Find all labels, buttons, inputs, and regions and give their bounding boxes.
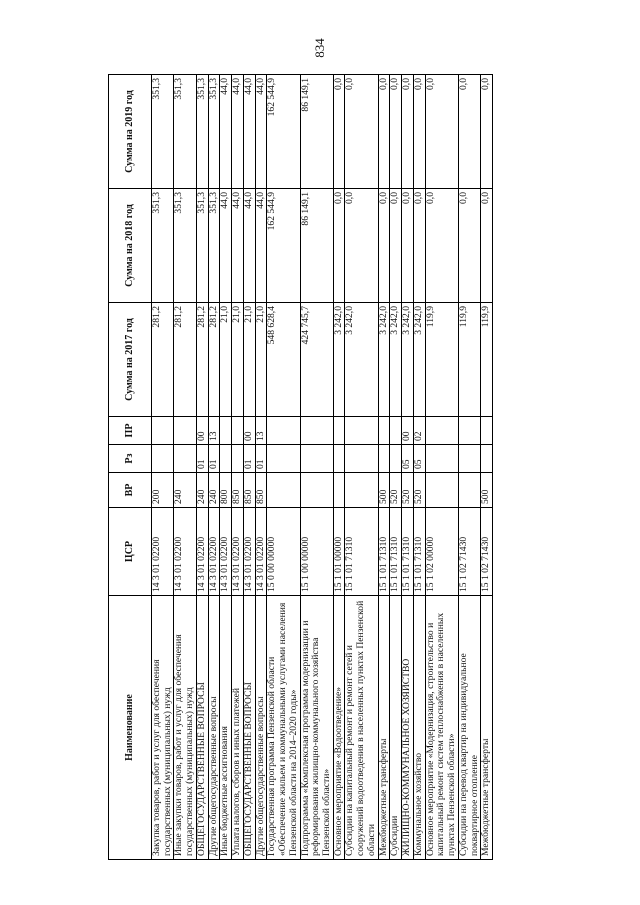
- cell-vr: [300, 473, 333, 508]
- cell-vr: 200: [152, 473, 174, 508]
- cell-vr: 500: [481, 473, 493, 508]
- cell-csr: 15 1 02 71430: [458, 508, 480, 596]
- cell-sum-2019: 0,0: [413, 75, 425, 189]
- cell-sum-2017: 281,2: [174, 303, 196, 417]
- table-row: [378, 75, 390, 860]
- cell-sum-2018: 44,0: [243, 189, 255, 303]
- cell-sum-2017: 281,2: [152, 303, 174, 417]
- cell-rz: [174, 445, 196, 473]
- cell-name: Государственная программа Пензенской области «Обеспечение жильем и коммунальными услугами населения Пензенской области на 2014–2020 годы»: [267, 596, 300, 860]
- cell-pr: 13: [255, 417, 267, 445]
- cell-rz: 01: [208, 445, 220, 473]
- cell-sum-2019: 351,3: [208, 75, 220, 189]
- cell-sum-2017: 548 628,4: [267, 303, 300, 417]
- cell-rz: [481, 445, 493, 473]
- cell-sum-2017: 21,0: [220, 303, 232, 417]
- cell-rz: [458, 445, 480, 473]
- cell-rz: 05: [402, 445, 414, 473]
- table-header-row: [109, 75, 152, 860]
- cell-csr: 15 1 00 00000: [300, 508, 333, 596]
- cell-vr: 850: [243, 473, 255, 508]
- header-name: Наименование: [109, 596, 152, 860]
- table-row: [333, 75, 345, 860]
- cell-sum-2018: 351,3: [174, 189, 196, 303]
- cell-name: Основное мероприятие «Модернизация, строительство и капитальный ремонт систем теплоснабжения в населенных пунктах Пензенской области»: [425, 596, 458, 860]
- cell-sum-2017: 21,0: [243, 303, 255, 417]
- cell-vr: 240: [174, 473, 196, 508]
- cell-csr: 14 3 01 02200: [243, 508, 255, 596]
- cell-sum-2017: 119,9: [458, 303, 480, 417]
- cell-name: Субсидии: [390, 596, 402, 860]
- cell-sum-2019: 162 544,9: [267, 75, 300, 189]
- cell-sum-2018: 0,0: [413, 189, 425, 303]
- cell-sum-2018: 351,3: [152, 189, 174, 303]
- cell-rz: [333, 445, 345, 473]
- cell-name: Коммунальное хозяйство: [413, 596, 425, 860]
- cell-pr: [378, 417, 390, 445]
- cell-vr: [345, 473, 378, 508]
- cell-csr: 14 3 01 02200: [232, 508, 244, 596]
- cell-csr: 15 1 01 71310: [378, 508, 390, 596]
- cell-sum-2019: 351,3: [152, 75, 174, 189]
- cell-sum-2019: 86 149,1: [300, 75, 333, 189]
- cell-csr: 15 1 01 71310: [402, 508, 414, 596]
- cell-sum-2018: 351,3: [208, 189, 220, 303]
- cell-vr: 800: [220, 473, 232, 508]
- table-row: [402, 75, 414, 860]
- cell-sum-2018: 44,0: [232, 189, 244, 303]
- table-row: [243, 75, 255, 860]
- cell-sum-2019: 0,0: [345, 75, 378, 189]
- cell-vr: [267, 473, 300, 508]
- cell-rz: [345, 445, 378, 473]
- cell-sum-2017: 119,9: [481, 303, 493, 417]
- cell-pr: 00: [196, 417, 208, 445]
- cell-sum-2017: 3 242,0: [390, 303, 402, 417]
- cell-sum-2019: 0,0: [425, 75, 458, 189]
- cell-rz: [232, 445, 244, 473]
- cell-pr: [425, 417, 458, 445]
- header-rz: Рз: [109, 445, 152, 473]
- cell-vr: 850: [255, 473, 267, 508]
- cell-name: ОБЩЕГОСУДАРСТВЕННЫЕ ВОПРОСЫ: [243, 596, 255, 860]
- cell-pr: 02: [413, 417, 425, 445]
- cell-csr: 14 3 01 02200: [208, 508, 220, 596]
- table-row: [481, 75, 493, 860]
- table-row: [425, 75, 458, 860]
- cell-name: Субсидии на капитальный ремонт и ремонт сетей и сооружений водоотведения в населенных пунктах Пензенской области: [345, 596, 378, 860]
- cell-rz: [267, 445, 300, 473]
- cell-name: Другие общегосударственные вопросы: [255, 596, 267, 860]
- table-row: [413, 75, 425, 860]
- cell-name: Подпрограмма «Комплексная программа модернизации и реформирования жилищно-коммунального хозяйства Пензенской области»: [300, 596, 333, 860]
- cell-sum-2018: 0,0: [458, 189, 480, 303]
- cell-sum-2017: 3 242,0: [333, 303, 345, 417]
- cell-name: Уплата налогов, сборов и иных платежей: [232, 596, 244, 860]
- table-row: [174, 75, 196, 860]
- cell-pr: [220, 417, 232, 445]
- cell-sum-2019: 0,0: [481, 75, 493, 189]
- table-row: [300, 75, 333, 860]
- table-row: [220, 75, 232, 860]
- cell-sum-2017: 424 745,7: [300, 303, 333, 417]
- cell-csr: 15 1 01 00000: [333, 508, 345, 596]
- cell-sum-2017: 21,0: [232, 303, 244, 417]
- cell-rz: [425, 445, 458, 473]
- cell-pr: [152, 417, 174, 445]
- table-row: [232, 75, 244, 860]
- cell-rz: [152, 445, 174, 473]
- cell-sum-2017: 3 242,0: [402, 303, 414, 417]
- cell-vr: 240: [196, 473, 208, 508]
- cell-pr: [267, 417, 300, 445]
- cell-name: Иные бюджетные ассигнования: [220, 596, 232, 860]
- cell-name: Межбюджетные трансферты: [378, 596, 390, 860]
- table-row: [267, 75, 300, 860]
- cell-sum-2018: 0,0: [333, 189, 345, 303]
- cell-sum-2019: 44,0: [243, 75, 255, 189]
- cell-name: Закупка товаров, работ и услуг для обеспечения государственных (муниципальных) нужд: [152, 596, 174, 860]
- header-sum-2017: Сумма на 2017 год: [109, 303, 152, 417]
- table-row: [390, 75, 402, 860]
- cell-csr: 15 1 01 71310: [345, 508, 378, 596]
- header-sum-2018: Сумма на 2018 год: [109, 189, 152, 303]
- cell-pr: [481, 417, 493, 445]
- table-body: [152, 75, 493, 860]
- cell-vr: 520: [390, 473, 402, 508]
- cell-sum-2017: 281,2: [196, 303, 208, 417]
- cell-vr: [425, 473, 458, 508]
- cell-sum-2017: 281,2: [208, 303, 220, 417]
- cell-rz: 01: [255, 445, 267, 473]
- cell-vr: [333, 473, 345, 508]
- table-row: [152, 75, 174, 860]
- cell-sum-2018: 351,3: [196, 189, 208, 303]
- page-number: 834: [312, 38, 327, 58]
- cell-pr: [390, 417, 402, 445]
- cell-name: Субсидии на перевод квартир на индивидуальное поквартирное отопление: [458, 596, 480, 860]
- cell-name: Иные закупки товаров, работ и услуг для обеспечения государственных (муниципальных) нужд: [174, 596, 196, 860]
- cell-sum-2017: 3 242,0: [378, 303, 390, 417]
- cell-name: Основное мероприятие «Водоотведение»: [333, 596, 345, 860]
- cell-sum-2019: 351,3: [196, 75, 208, 189]
- cell-csr: 14 3 01 02200: [196, 508, 208, 596]
- cell-csr: 15 1 02 00000: [425, 508, 458, 596]
- cell-name: Межбюджетные трансферты: [481, 596, 493, 860]
- cell-sum-2019: 0,0: [333, 75, 345, 189]
- cell-vr: 520: [402, 473, 414, 508]
- cell-pr: [300, 417, 333, 445]
- cell-pr: [333, 417, 345, 445]
- rotated-page-content: [108, 75, 536, 860]
- cell-sum-2018: 44,0: [220, 189, 232, 303]
- cell-sum-2019: 0,0: [458, 75, 480, 189]
- cell-rz: 05: [413, 445, 425, 473]
- cell-sum-2018: 44,0: [255, 189, 267, 303]
- cell-csr: 15 1 01 71310: [413, 508, 425, 596]
- header-csr: ЦСР: [109, 508, 152, 596]
- cell-sum-2019: 44,0: [220, 75, 232, 189]
- cell-csr: 15 1 02 71430: [481, 508, 493, 596]
- table-row: [196, 75, 208, 860]
- cell-rz: [378, 445, 390, 473]
- cell-sum-2018: 86 149,1: [300, 189, 333, 303]
- cell-pr: 13: [208, 417, 220, 445]
- cell-sum-2019: 0,0: [378, 75, 390, 189]
- cell-csr: 14 3 01 02200: [174, 508, 196, 596]
- cell-name: ОБЩЕГОСУДАРСТВЕННЫЕ ВОПРОСЫ: [196, 596, 208, 860]
- cell-sum-2018: 0,0: [345, 189, 378, 303]
- cell-sum-2017: 3 242,0: [345, 303, 378, 417]
- cell-sum-2019: 44,0: [255, 75, 267, 189]
- cell-sum-2019: 44,0: [232, 75, 244, 189]
- cell-sum-2018: 0,0: [402, 189, 414, 303]
- cell-rz: [390, 445, 402, 473]
- table-row: [345, 75, 378, 860]
- cell-pr: 00: [402, 417, 414, 445]
- cell-rz: 01: [196, 445, 208, 473]
- cell-pr: [174, 417, 196, 445]
- cell-csr: 15 1 01 71310: [390, 508, 402, 596]
- cell-vr: [458, 473, 480, 508]
- table-row: [255, 75, 267, 860]
- cell-sum-2017: 119,9: [425, 303, 458, 417]
- cell-vr: 850: [232, 473, 244, 508]
- cell-pr: [232, 417, 244, 445]
- cell-pr: 00: [243, 417, 255, 445]
- cell-sum-2017: 3 242,0: [413, 303, 425, 417]
- cell-name: Другие общегосударственные вопросы: [208, 596, 220, 860]
- cell-pr: [458, 417, 480, 445]
- header-pr: ПР: [109, 417, 152, 445]
- cell-name: ЖИЛИЩНО-КОММУНАЛЬНОЕ ХОЗЯЙСТВО: [402, 596, 414, 860]
- cell-vr: 500: [378, 473, 390, 508]
- cell-csr: 14 3 01 02200: [255, 508, 267, 596]
- table-row: [458, 75, 480, 860]
- table-row: [208, 75, 220, 860]
- cell-sum-2018: 162 544,9: [267, 189, 300, 303]
- budget-table: [108, 74, 493, 860]
- cell-csr: 15 0 00 00000: [267, 508, 300, 596]
- cell-rz: [300, 445, 333, 473]
- cell-sum-2018: 0,0: [390, 189, 402, 303]
- cell-sum-2018: 0,0: [425, 189, 458, 303]
- cell-sum-2019: 0,0: [402, 75, 414, 189]
- cell-sum-2018: 0,0: [378, 189, 390, 303]
- cell-vr: 520: [413, 473, 425, 508]
- cell-csr: 14 3 01 02200: [220, 508, 232, 596]
- cell-sum-2017: 21,0: [255, 303, 267, 417]
- cell-rz: 01: [243, 445, 255, 473]
- cell-sum-2018: 0,0: [481, 189, 493, 303]
- cell-csr: 14 3 01 02200: [152, 508, 174, 596]
- cell-sum-2019: 0,0: [390, 75, 402, 189]
- cell-rz: [220, 445, 232, 473]
- cell-vr: 240: [208, 473, 220, 508]
- header-sum-2019: Сумма на 2019 год: [109, 75, 152, 189]
- cell-pr: [345, 417, 378, 445]
- cell-sum-2019: 351,3: [174, 75, 196, 189]
- header-vr: ВР: [109, 473, 152, 508]
